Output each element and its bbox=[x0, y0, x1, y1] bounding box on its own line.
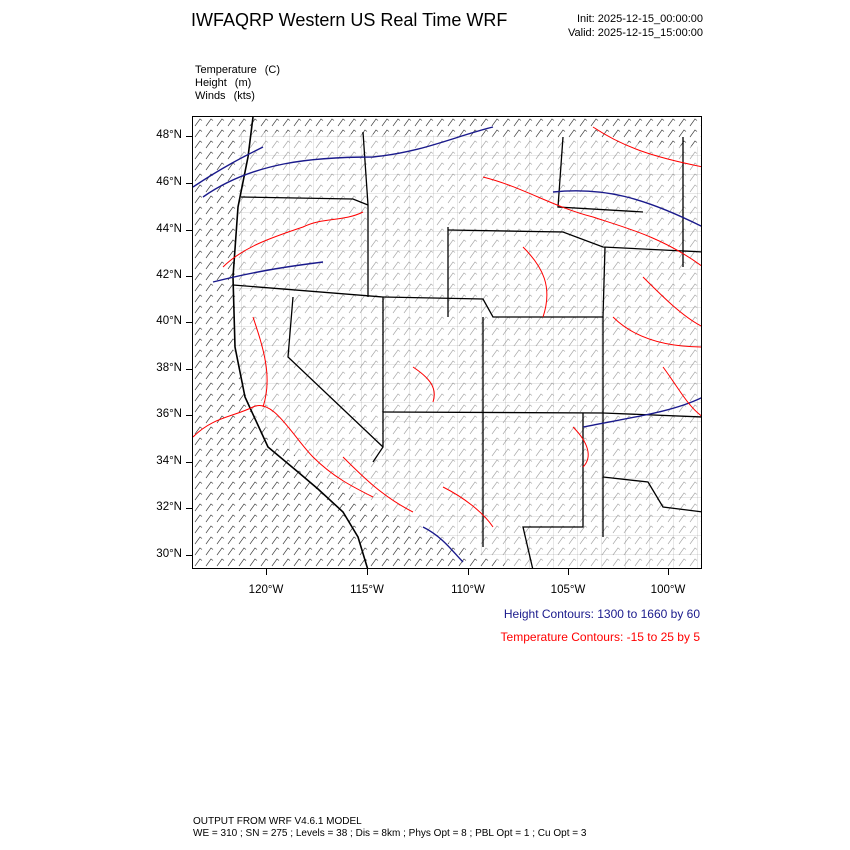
lon-label: 120°W bbox=[248, 584, 284, 596]
lat-tick bbox=[186, 183, 192, 184]
lat-tick bbox=[186, 230, 192, 231]
lat-label: 36°N bbox=[156, 408, 182, 420]
field-unit: (m) bbox=[234, 77, 252, 89]
lat-tick bbox=[186, 462, 192, 463]
lon-label: 115°W bbox=[350, 584, 384, 596]
temperature-contour-legend: Temperature Contours: -15 to 25 by 5 bbox=[500, 630, 700, 644]
lat-label: 32°N bbox=[156, 501, 182, 513]
lat-label: 48°N bbox=[156, 129, 182, 141]
map-title: IWFAQRP Western US Real Time WRF bbox=[191, 10, 508, 30]
lat-tick bbox=[186, 415, 192, 416]
lon-tick bbox=[266, 569, 267, 575]
lat-tick bbox=[186, 276, 192, 277]
lon-label: 105°W bbox=[550, 584, 586, 596]
field-name: Winds bbox=[195, 90, 226, 102]
lat-tick bbox=[186, 322, 192, 323]
lat-tick bbox=[186, 369, 192, 370]
lon-tick bbox=[367, 569, 368, 575]
lat-label: 34°N bbox=[156, 455, 182, 467]
lat-label: 46°N bbox=[156, 176, 182, 188]
model-info: OUTPUT FROM WRF V4.6.1 MODEL bbox=[193, 816, 362, 827]
lat-label: 42°N bbox=[156, 269, 182, 281]
lat-tick bbox=[186, 508, 192, 509]
field-name: Temperature bbox=[195, 64, 257, 76]
lat-label: 44°N bbox=[156, 223, 182, 235]
init-time: Init: 2025-12-15_00:00:00 bbox=[577, 13, 703, 25]
lon-tick bbox=[668, 569, 669, 575]
field-unit: (kts) bbox=[233, 90, 255, 102]
lon-tick bbox=[568, 569, 569, 575]
field-unit: (C) bbox=[264, 64, 281, 76]
map-canvas bbox=[193, 117, 702, 569]
field-height bbox=[195, 77, 251, 89]
field-winds bbox=[195, 90, 255, 102]
lat-label: 30°N bbox=[156, 548, 182, 560]
weather-map bbox=[192, 116, 702, 569]
valid-time: Valid: 2025-12-15_15:00:00 bbox=[568, 27, 703, 39]
lat-tick bbox=[186, 555, 192, 556]
lon-label: 100°W bbox=[650, 584, 686, 596]
height-contour-legend: Height Contours: 1300 to 1660 by 60 bbox=[503, 607, 700, 621]
lat-label: 38°N bbox=[156, 362, 182, 374]
lon-label: 110°W bbox=[451, 584, 485, 596]
field-name: Height bbox=[195, 77, 227, 89]
model-config: WE = 310 ; SN = 275 ; Levels = 38 ; Dis = 8km ; Phys Opt = 8 ; PBL Opt = 1 ; Cu Opt = 3 bbox=[193, 828, 587, 839]
lat-tick bbox=[186, 136, 192, 137]
field-temperature bbox=[195, 64, 280, 76]
lon-tick bbox=[468, 569, 469, 575]
lat-label: 40°N bbox=[156, 315, 182, 327]
